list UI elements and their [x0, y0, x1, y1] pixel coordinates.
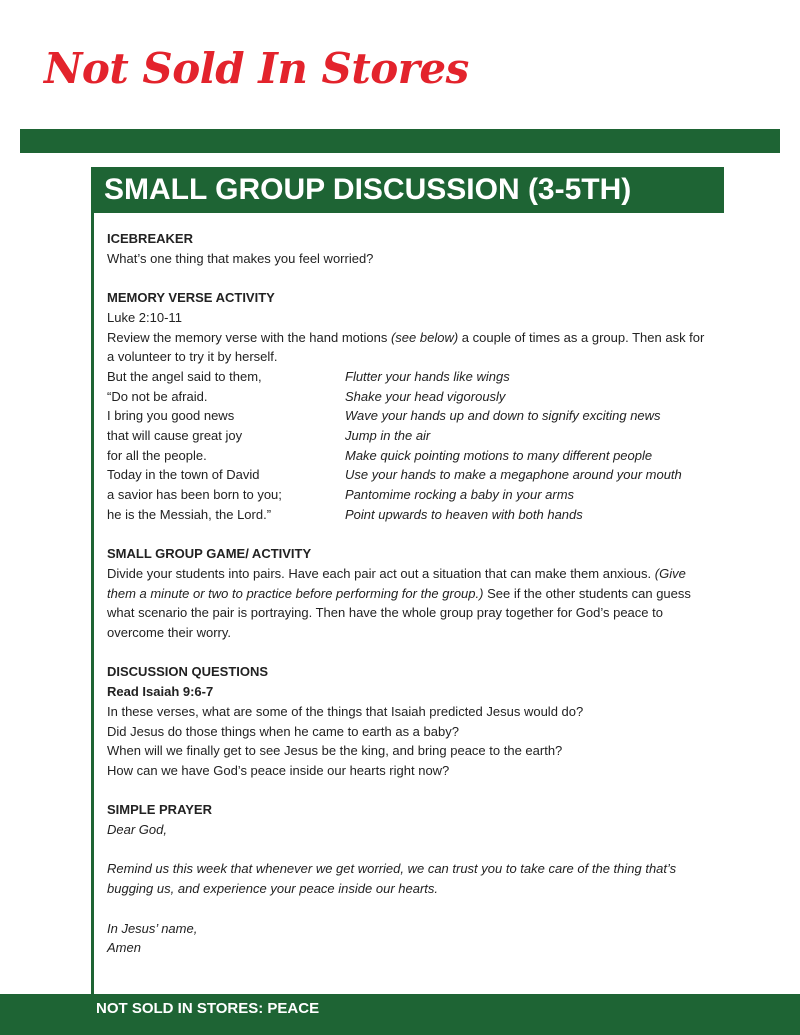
verse-text: a savior has been born to you; — [107, 487, 282, 503]
discussion-question: How can we have God’s peace inside our hearts right now? — [107, 762, 450, 778]
motion-text: Point upwards to heaven with both hands — [345, 506, 583, 522]
brand-logo-text: Not Sold In Stores — [44, 44, 469, 93]
icebreaker-text: What’s one thing that makes you feel worried? — [107, 250, 374, 266]
header-bar — [20, 129, 780, 153]
motion-text: Use your hands to make a megaphone around your mouth — [345, 467, 682, 483]
verse-row — [107, 367, 727, 387]
memory-verse-intro-line2: a volunteer to try it by herself. — [107, 349, 278, 365]
verse-text: that will cause great joy — [107, 428, 243, 444]
prayer-body-line2: bugging us, and experience your peace inside our hearts. — [107, 881, 438, 897]
memory-verse-intro: Review the memory verse with the hand motions (see below) a couple of times as a group. Then ask for — [107, 329, 705, 345]
left-rule — [91, 167, 94, 995]
prayer-amen: Amen — [107, 940, 141, 956]
discussion-reading: Read Isaiah 9:6-7 — [107, 684, 214, 700]
game-heading: SMALL GROUP GAME/ ACTIVITY — [107, 546, 312, 562]
verse-row — [107, 505, 727, 525]
verse-row — [107, 465, 727, 485]
verse-row — [107, 387, 727, 407]
page-title: SMALL GROUP DISCUSSION (3-5TH) — [91, 167, 724, 213]
content — [107, 229, 727, 958]
motion-text: Wave your hands up and down to signify exciting news — [345, 408, 661, 424]
game-text-line2: them a minute or two to practice before performing for the group.) See if the other students can guess — [107, 585, 691, 601]
verse-row — [107, 406, 727, 426]
motion-text: Shake your head vigorously — [345, 388, 506, 404]
discussion-question: In these verses, what are some of the things that Isaiah predicted Jesus would do? — [107, 703, 584, 719]
prayer-body-line1: Remind us this week that whenever we get worried, we can trust you to take care of the thing that’s — [107, 861, 677, 877]
motion-text: Flutter your hands like wings — [345, 368, 510, 384]
prayer-greeting: Dear God, — [107, 822, 167, 838]
discussion-heading: DISCUSSION QUESTIONS — [107, 664, 269, 680]
game-text-line1: Divide your students into pairs. Have each pair act out a situation that can make them anxious. (Give — [107, 565, 686, 581]
verse-text: Today in the town of David — [107, 467, 260, 483]
verse-text: he is the Messiah, the Lord.” — [107, 506, 272, 522]
game-text-line3: what scenario the pair is portraying. Then have the whole group pray together for God’s peace to — [107, 605, 663, 621]
verse-table — [107, 367, 727, 525]
verse-text: for all the people. — [107, 447, 207, 463]
memory-verse-heading: MEMORY VERSE ACTIVITY — [107, 290, 275, 306]
discussion-question: Did Jesus do those things when he came to earth as a baby? — [107, 723, 459, 739]
prayer-heading: SIMPLE PRAYER — [107, 802, 212, 818]
discussion-question: When will we finally get to see Jesus be the king, and bring peace to the earth? — [107, 743, 563, 759]
verse-row — [107, 485, 727, 505]
footer-text: NOT SOLD IN STORES: PEACE — [96, 1000, 320, 1017]
memory-verse-reference: Luke 2:10-11 — [107, 309, 182, 325]
verse-text: I bring you good news — [107, 408, 235, 424]
game-text-line4: overcome their worry. — [107, 625, 232, 641]
motion-text: Pantomime rocking a baby in your arms — [345, 487, 575, 503]
motion-text: Make quick pointing motions to many different people — [345, 447, 653, 463]
motion-text: Jump in the air — [345, 428, 431, 444]
icebreaker-heading: ICEBREAKER — [107, 231, 193, 246]
footer-bar — [0, 994, 800, 1035]
verse-text: But the angel said to them, — [107, 368, 262, 384]
verse-row — [107, 426, 727, 446]
verse-text: “Do not be afraid. — [107, 388, 208, 404]
verse-row — [107, 446, 727, 466]
prayer-closing: In Jesus’ name, — [107, 920, 198, 936]
